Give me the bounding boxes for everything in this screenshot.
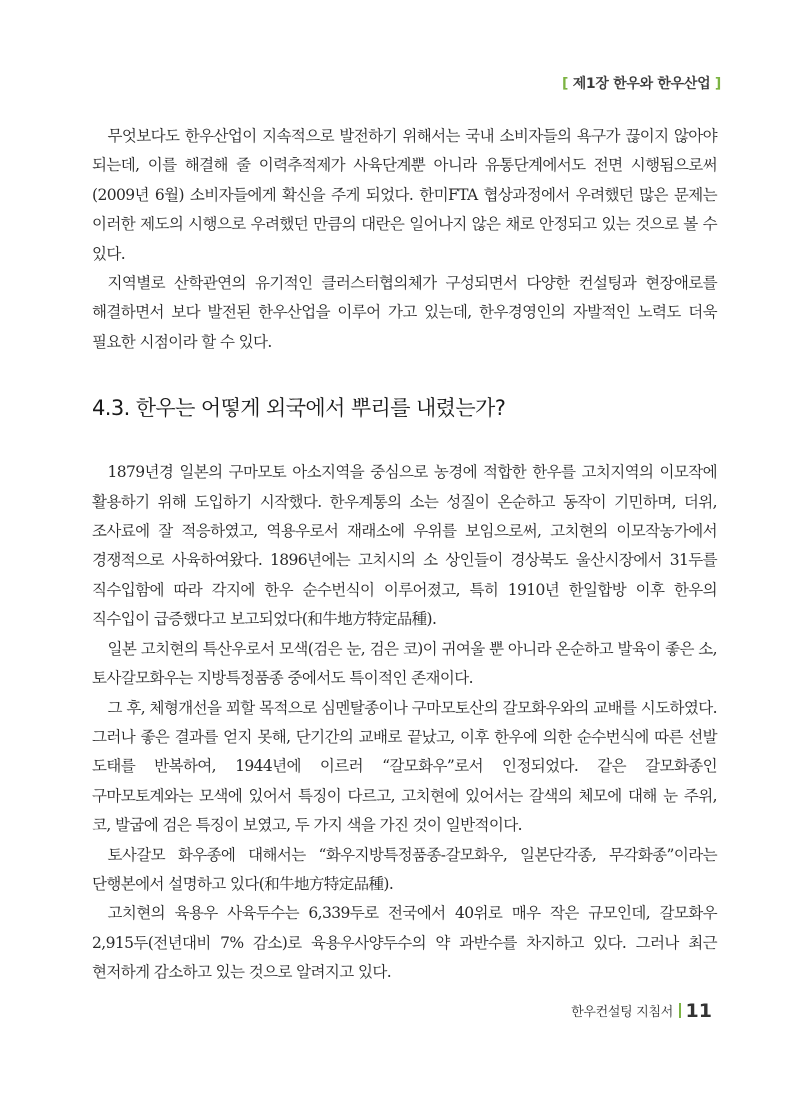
header-bracket-open: [	[562, 76, 569, 92]
header-bracket-close: ]	[714, 76, 721, 92]
page-body	[92, 122, 717, 988]
paragraph-6: 토사갈모 화우종에 대해서는 “화우지방특정품종-갈모화우, 일본단각종, 무각화종”이라는 단행본에서 설명하고 있다(和牛地方特定品種).	[92, 845, 717, 893]
chapter-title: 제1장 한우와 한우산업	[572, 76, 711, 92]
paragraph-4: 일본 고치현의 특산우로서 모색(검은 눈, 검은 코)이 귀여울 뿐 아니라 온순하고 발육이 좋은 소, 토사갈모화우는 지방특정품종 중에서도 특이적인 존재이다.	[92, 639, 717, 688]
paragraph-5: 그 후, 체형개선을 꾀할 목적으로 심멘탈종이나 구마모토산의 갈모화우와의 교배를 시도하였다. 그러나 좋은 결과를 얻지 못해, 단기간의 교배로 끝났고, 이후 한우에 의한 순수번식에 따른 선발 도태를 반복하여, 1944년에 이르러 “갈모화우”로서 인정되었다. 같은 갈모화종인 구마모토계와는 모색에 있어서 특징이 다르고, 고치현에 있어서는 갈색의 체모에 대해 눈 주위, 코, 발굽에 검은 특징이 보였고, 두 가지 색을 가진 것이 일반적이다.	[92, 698, 717, 835]
paragraph-7: 고치현의 육용우 사육두수는 6,339두로 전국에서 40위로 매우 작은 규모인데, 갈모화우 2,915두(전년대비 7% 감소)로 육용우사양두수의 약 과반수를 차지하고 있다. 그러나 최근 현저하게 감소하고 있는 것으로 알려지고 있다.	[92, 904, 717, 982]
section-heading: 4.3. 한우는 어떻게 외국에서 뿌리를 내렸는가?	[92, 396, 506, 421]
page-number: 11	[685, 1000, 712, 1022]
paragraph-3: 1879년경 일본의 구마모토 아소지역을 중심으로 농경에 적합한 한우를 고치지역의 이모작에 활용하기 위해 도입하기 시작했다. 한우계통의 소는 성질이 온순하고 동작이 기민하며, 더위, 조사료에 잘 적응하였고, 역용우로서 재래소에 우위를 보임으로써, 고치현의 이모작농가에서 경쟁적으로 사육하여왔다. 1896년에는 고치시의 소 상인들이 경상북도 울산시장에서 31두를 직수입함에 따라 각지에 한우 순수번식이 이루어졌고, 특히 1910년 한일합방 이후 한우의 직수입이 급증했다고 보고되었다(和牛地方特定品種).	[92, 463, 717, 629]
paragraph-1: 무엇보다도 한우산업이 지속적으로 발전하기 위해서는 국내 소비자들의 욕구가 끊이지 않아야 되는데, 이를 해결해 줄 이력추적제가 사육단계뿐 아니라 유통단계에서도 전면 시행됨으로써(2009년 6월) 소비자들에게 확신을 주게 되었다. 한미FTA 협상과정에서 우려했던 많은 문제는 이러한 제도의 시행으로 우려했던 만큼의 대란은 일어나지 않은 채로 안정되고 있는 것으로 볼 수 있다.	[92, 127, 717, 263]
paragraph-2: 지역별로 산학관연의 유기적인 클러스터협의체가 구성되면서 다양한 컨설팅과 현장애로를 해결하면서 보다 발전된 한우산업을 이루어 가고 있는데, 한우경영인의 자발적인 노력도 더욱 필요한 시점이라 할 수 있다.	[92, 274, 717, 351]
footer-separator	[679, 1003, 681, 1018]
chapter-header	[562, 73, 721, 93]
footer-book-title: 한우컨설팅 지침서	[571, 1005, 674, 1020]
page-footer	[571, 1000, 712, 1022]
